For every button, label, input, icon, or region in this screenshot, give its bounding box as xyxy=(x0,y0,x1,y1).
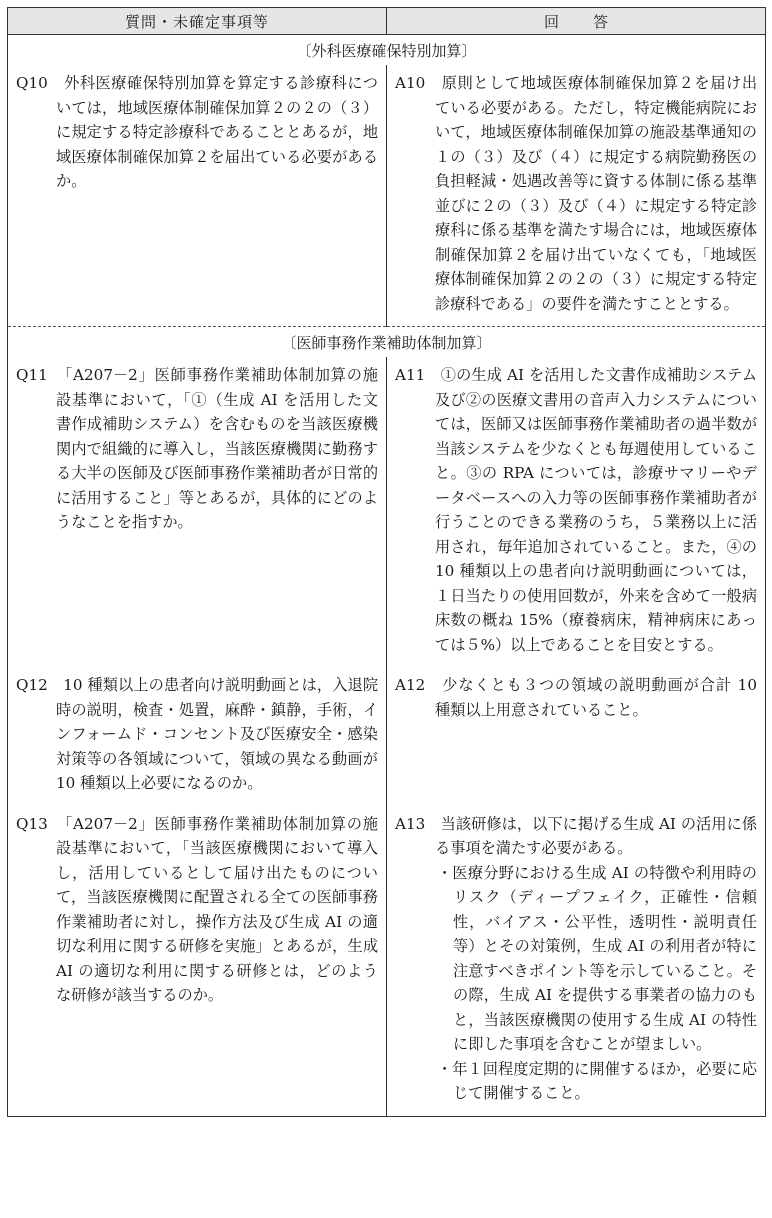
answer-body: 少なくとも３つの領域の説明動画が合計 10 種類以上用意されていること。 xyxy=(435,676,758,719)
question-number: Q10 xyxy=(16,74,48,92)
question-text xyxy=(16,363,378,535)
answer-text xyxy=(395,363,757,657)
table-row xyxy=(8,65,766,327)
question-body: 「A207－2」医師事務作業補助体制加算の施設基準において，「①（生成 AI を活用した文書作成補助システム）を含むものを当該医療機関内で組織的に導入し，当該医療機関に勤務する大半の医師及び医師事務作業補助者が日常的に活用すること」等とあるが，具体的にどのようなことを指すか。 xyxy=(56,366,379,531)
answer-body: 当該研修は，以下に掲げる生成 AI の活用に係る事項を満たす必要がある。 xyxy=(435,814,758,857)
answer-number: A12 xyxy=(395,676,426,694)
table-row xyxy=(8,667,766,806)
question-text xyxy=(16,673,378,796)
question-column-header: 質問・未確定事項等 xyxy=(8,8,387,35)
question-cell xyxy=(8,65,387,327)
answer-cell xyxy=(387,65,766,327)
table-row xyxy=(8,806,766,1117)
qa-table xyxy=(7,7,766,1117)
question-text xyxy=(16,812,378,1008)
question-body: 「A207－2」医師事務作業補助体制加算の施設基準において，「当該医療機関において導入し，活用しているとして届け出たものについて，当該医療機関に配置される全ての医師事務作業補助者に対し，操作方法及び生成 AI の適切な利用に関する研修を実施」とあるが，生成 AI の適切な利用に関する研修とは，どのような研修が該当するのか。 xyxy=(56,814,378,1004)
answer-cell xyxy=(387,667,766,806)
question-number: Q11 xyxy=(16,366,48,384)
answer-cell xyxy=(387,806,766,1117)
question-cell xyxy=(8,357,387,667)
answer-text xyxy=(395,71,757,316)
answer-body: ①の生成 AI を活用した文書作成補助システム及び②の医療文書用の音声入力システムについては，医師又は医師事務作業補助者の過半数が当該システムを少なくとも毎週使用していること。③の RPA については，診療サマリーやデータベースへの入力等の医師事務作業補助者が行うことのできる業務のうち，５業務以上に活用され，毎年追加されていること。また，④の 10 種類以上の患者向け説明動画については，１日当たりの使用回数が，外来を含めて一般病床数の概ね 15%（療養病床，精神病床にあっては５%）以上であることを目安とする。 xyxy=(435,366,758,654)
answer-text xyxy=(395,673,757,722)
table-row xyxy=(8,357,766,667)
table-header-row xyxy=(8,8,766,35)
answer-cell xyxy=(387,357,766,667)
question-number: Q12 xyxy=(16,676,48,694)
question-body: 外科医療確保特別加算を算定する診療科については，地域医療体制確保加算２の２の（３）に規定する特定診療科であることとあるが，地域医療体制確保加算２を届出ている必要があるか。 xyxy=(56,74,378,190)
answer-number: A13 xyxy=(395,814,426,833)
section-title-clerical: 〔医師事務作業補助体制加算〕 xyxy=(8,327,766,358)
answer-bullet-item: ・医療分野における生成 AI の特徴や利用時のリスク（ディープフェイク，正確性・信頼性，バイアス・公平性，透明性・説明責任等）とその対策例，生成 AI の利用者が特に注意すべきポイント等を示していること。その際，生成 AI を提供する事業者の協力のもと，当該医療機関の使用する生成 AI の特性に即した事項を含むことが望ましい。 xyxy=(437,863,757,1053)
answer-text xyxy=(395,812,757,861)
section-title-surgery: 〔外科医療確保特別加算〕 xyxy=(8,35,766,66)
answer-number: A10 xyxy=(395,74,426,92)
question-cell xyxy=(8,806,387,1117)
answer-bullet-item: ・年１回程度定期的に開催するほか，必要に応じて開催すること。 xyxy=(437,1059,757,1102)
question-body: 10 種類以上の患者向け説明動画とは，入退院時の説明，検査・処置，麻酔・鎮静，手術，インフォームド・コンセント及び医療安全・感染対策等の各領域について，領域の異なる動画が 10 種類以上必要になるのか。 xyxy=(56,676,379,792)
question-number: Q13 xyxy=(16,814,48,833)
question-text xyxy=(16,71,378,194)
answer-body: 原則として地域医療体制確保加算２を届け出ている必要がある。ただし，特定機能病院において，地域医療体制確保加算の施設基準通知の１の（３）及び（４）に規定する病院勤務医の負担軽減・処遇改善等に資する体制に係る基準並びに２の（３）及び（４）に規定する特定診療科に係る基準を満たす場合には，地域医療体制確保加算２を届け出ていなくても，「地域医療体制確保加算２の２の（３）に規定する特定診療科である」の要件を満たすこととする。 xyxy=(435,74,758,313)
answer-column-header: 回答 xyxy=(387,8,766,35)
question-cell xyxy=(8,667,387,806)
answer-number: A11 xyxy=(395,366,426,384)
